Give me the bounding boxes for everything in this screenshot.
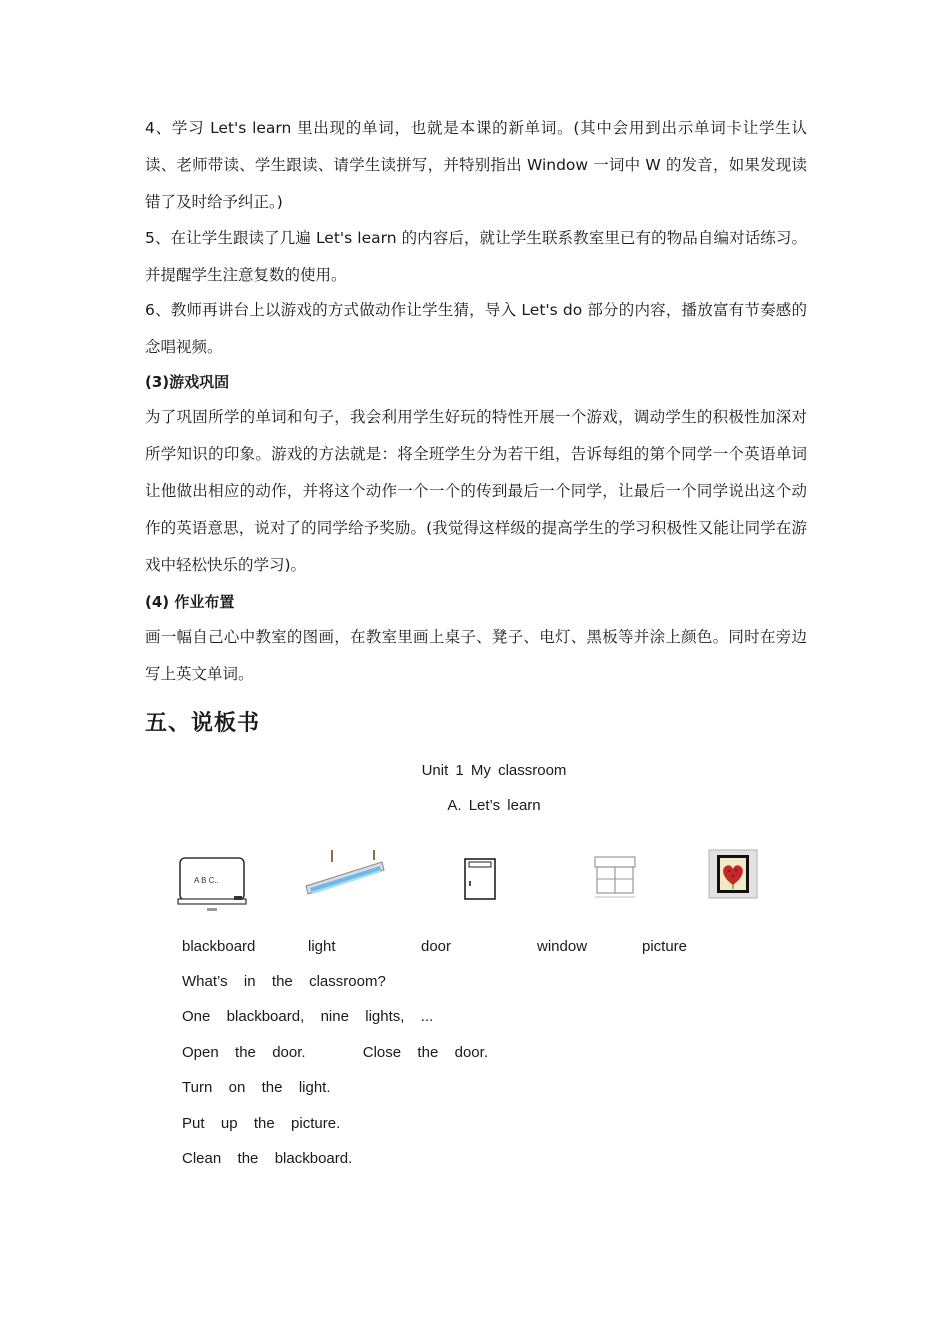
- sentence-one-blackboard: One blackboard, nine lights, ...: [182, 1008, 434, 1025]
- word-light: light: [308, 938, 336, 955]
- unit-title: Unit 1 My classroom: [421, 762, 567, 779]
- blackboard-letters: A B C..: [194, 876, 219, 885]
- window-icon: [593, 855, 639, 901]
- blackboard-icon: [176, 855, 250, 915]
- light-icon: [302, 850, 386, 898]
- sentence-turn-on-light: Turn on the light.: [182, 1079, 331, 1096]
- word-door: door: [421, 938, 452, 955]
- paragraph-step-6: 6、教师再讲台上以游戏的方式做动作让学生猜，导入 Let's do 部分的内容，播放富有节奏感的念唱视频。: [145, 301, 807, 356]
- word-blackboard: blackboard: [182, 938, 256, 955]
- homework-paragraph: 画一幅自己心中教室的图画，在教室里画上桌子、凳子、电灯、黑板等并涂上颜色。同时在旁边写上英文单词。: [145, 628, 807, 683]
- sentence-whats-in-classroom: What’s in the classroom?: [182, 973, 386, 990]
- word-window: window: [537, 938, 588, 955]
- sentence-put-up-picture: Put up the picture.: [182, 1115, 341, 1132]
- sentence-open-close-door: Open the door. Close the door.: [182, 1044, 488, 1061]
- paragraph-step-4: 4、学习 Let's learn 里出现的单词，也就是本课的新单词。(其中会用到出示单词卡让学生认读、老师带读、学生跟读、请学生读拼写，并特别指出 Window 一词中 W 的发音，如果发现读错了及时给予纠正。): [145, 119, 807, 211]
- section-title: 五、说板书: [145, 711, 261, 736]
- sentence-clean-blackboard: Clean the blackboard.: [182, 1150, 353, 1167]
- picture-icon: [708, 849, 758, 899]
- game-paragraph: 为了巩固所学的单词和句子，我会利用学生好玩的特性开展一个游戏，调动学生的积极性加深对所学知识的印象。游戏的方法就是：将全班学生分为若干组，告诉每组的第个同学一个英语单词让他做出相应的动作，并将这个动作一个一个的传到最后一个同学，让最后一个同学说出这个动作的英语意思，说对了的同学给予奖励。(我觉得这样级的提高学生的学习积极性又能让同学在游戏中轻松快乐的学习)。: [145, 408, 807, 574]
- paragraph-step-5: 5、在让学生跟读了几遍 Let's learn 的内容后，就让学生联系教室里已有的物品自编对话练习。并提醒学生注意复数的使用。: [145, 229, 807, 284]
- homework-heading: (4) 作业布置: [145, 593, 235, 611]
- word-picture: picture: [642, 938, 688, 955]
- door-icon: [463, 857, 499, 903]
- game-heading: (3)游戏巩固: [145, 373, 230, 391]
- part-title: A. Let’s learn: [447, 797, 541, 814]
